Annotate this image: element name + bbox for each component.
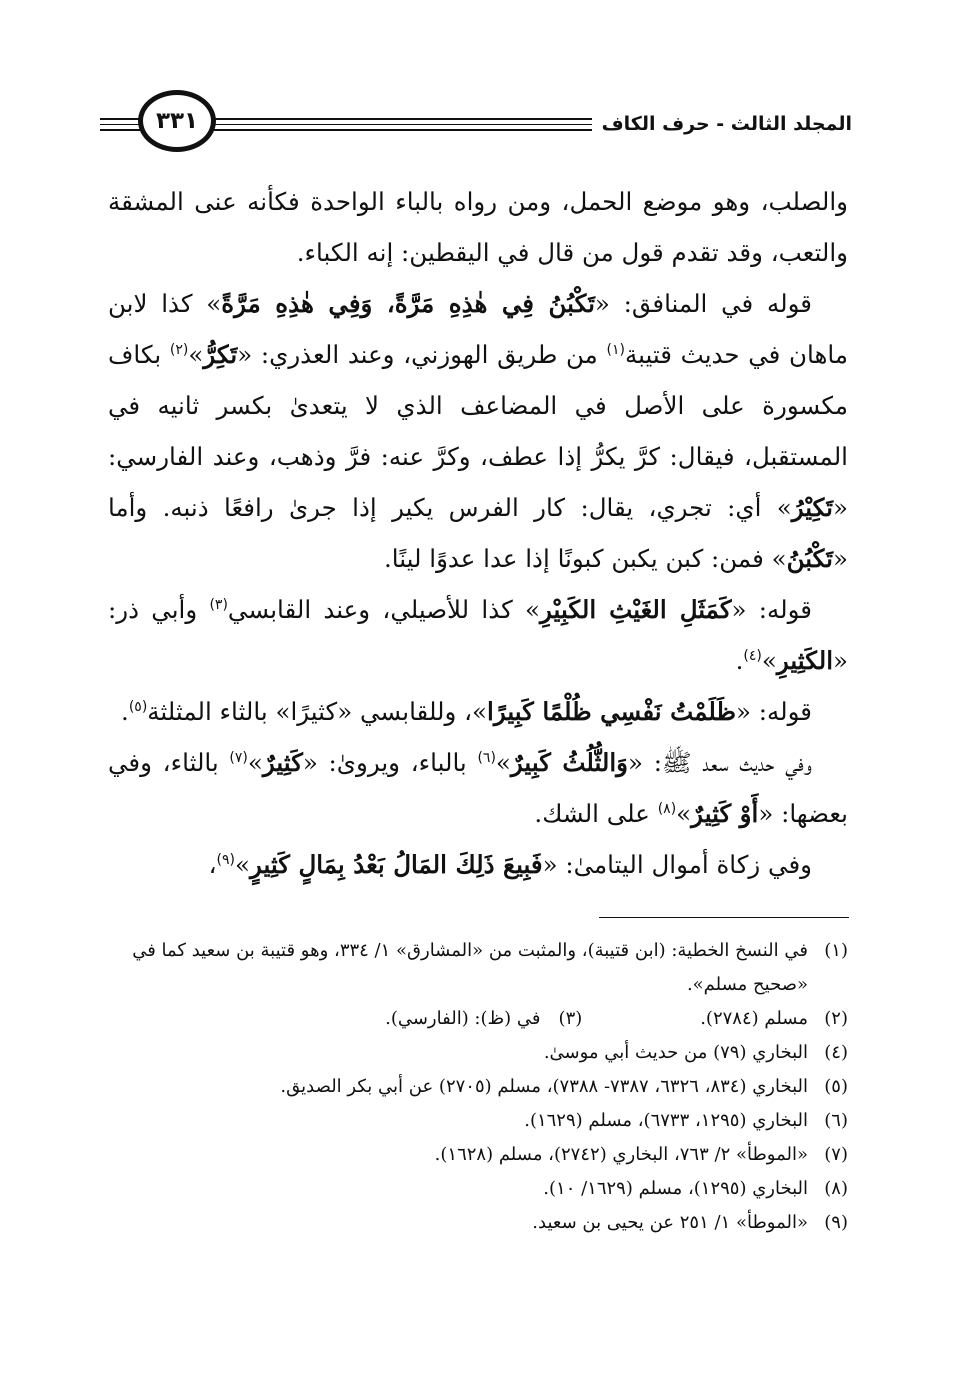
footnote [108,1002,848,1036]
text-run: ، [208,850,217,879]
footnote [108,934,848,1002]
footnote-text: البخاري (١٢٩٥)، مسلم (١٦٢٩/ ١٠). [543,1178,808,1199]
text-run: » [676,799,692,828]
footnote-number: (٢) [824,1008,848,1029]
text-run: » [234,850,250,879]
page-number-badge [138,90,216,152]
footnote-number: (٥) [824,1076,848,1097]
hadith-quote: تَكِيْرُ [791,493,833,522]
text-run: » [761,646,777,675]
footnote-ref[interactable]: (٩) [216,851,235,868]
footnote-ref[interactable]: (٣) [209,596,228,613]
paragraph [108,176,848,278]
footnote-ref[interactable]: (٢) [169,341,189,358]
running-header [100,88,852,168]
text-run: » [495,748,511,777]
main-text [108,176,848,890]
footnote [108,1138,848,1172]
footnote-ref[interactable]: (٧) [229,749,248,766]
paragraph [108,839,848,890]
text-run: وفي زكاة أموال اليتامىٰ: « [542,850,812,879]
paragraph [108,584,848,686]
hadith-quote: الكَثِيرِ [776,646,833,675]
text-run: بالثاء، وفي بعضها: « [108,748,848,828]
text-run: »، وللقابسي «كثيرًا» بالثاء المثلثة [147,697,488,726]
hadith-quote: تَكِرُّ [203,340,238,369]
footnote-number: (٣) [558,1008,583,1029]
footnote-text: «الموطأ» ١/ ٢٥١ عن يحيى بن سعيد. [532,1212,808,1233]
footnote-text: البخاري (١٢٩٥، ٦٧٣٣)، مسلم (١٦٢٩). [524,1110,808,1131]
footnote-text: البخاري (٨٣٤، ٦٣٢٦، ٧٣٨٧- ٧٣٨٨)، مسلم (٢٧٠٥) عن أبي بكر الصديق. [280,1076,808,1097]
page-number: ٣٣١ [155,108,199,134]
text-run: » فمن: كبن يكبن كبونًا إذا عدا عدوًا لينًا. [383,544,787,573]
footnote-number: (٦) [824,1110,848,1131]
footnote-text: في النسخ الخطية: (ابن قتيبة)، والمثبت من «المشارق» ١/ ٣٣٤، وهو قتيبة بن سعيد كما في «صحيح مسلم». [132,940,808,995]
hadith-quote: كَثِيرٌ [262,748,303,777]
text-run: وأبي ذر: « [108,595,848,675]
text-run: بالباء، ويروىٰ: « [302,748,478,777]
footnote-ref[interactable]: (٨) [657,800,677,817]
text-run: » كذا للأصيلي، وعند القابسي [227,595,541,624]
hadith-quote: تَكْبُنُ [786,544,833,573]
footnote-number: (٨) [824,1178,848,1199]
hadith-quote: فَبِيعَ ذَلِكَ المَالُ بَعْدُ بِمَالٍ كَثِيرٍ [249,850,543,879]
hadith-quote: ظَلَمْتُ نَفْسِي ظُلْمًا كَبِيرًا [487,697,736,726]
footnote [108,1036,848,1070]
footnote-number: (٧) [824,1144,848,1165]
footnote-text: مسلم (٢٧٨٤). [700,1008,808,1029]
footnotes [108,934,848,1240]
hadith-quote: وَالثُّلُثُ كَبِيرٌ [510,748,628,777]
header-title: المجلد الثالث - حرف الكاف [592,106,852,142]
text-run: » كذا لابن ماهان في حديث قتيبة [108,289,848,369]
text-run: قوله: « [735,697,812,726]
footnote-ref[interactable]: (٤) [743,647,762,664]
text-run: » [247,748,263,777]
paragraph [108,278,848,584]
footnote-ref[interactable]: (٦) [477,749,496,766]
text-run: وفي حديث سعد ﷺ: « [628,748,813,777]
footnote-ref[interactable]: (٥) [128,698,148,715]
footnote-ref[interactable]: (١) [606,341,625,358]
footnote-number: (٩) [824,1212,848,1233]
hadith-quote: كَمَثَلِ الغَيْثِ الكَبِيْرِ [540,595,732,624]
footnote [108,1172,848,1206]
text-run: » أي: تجري، يقال: كار الفرس يكير إذا جرىٰ رافعًا ذنبه. وأما « [108,493,848,573]
footnote-number: (١) [824,940,848,961]
text-run: والصلب، وهو موضع الحمل، ومن رواه بالباء الواحدة فكأنه عنى المشقة والتعب، وقد تقدم قول من قال في اليقطين: إنه الكباء. [108,187,848,267]
footnote-number: (٤) [824,1042,848,1063]
footnote-text-group [108,1002,808,1036]
paragraph [108,686,848,737]
text-run: بكاف مكسورة على الأصل في المضاعف الذي لا يتعدىٰ بكسر ثانيه في المستقبل، فيقال: كرَّ يكرُّ إذا عطف، وكرَّ عنه: فرَّ وذهب، وعند الفارسي: « [108,340,848,522]
footnote [108,1104,848,1138]
text-run: » [188,340,204,369]
text-run: . [735,646,744,675]
hadith-quote: أَوْ كَثِيرٌ [691,799,759,828]
footnote-text: في (ظ): (الفارسي). [385,1008,541,1029]
text-run: قوله في المنافق: « [594,289,812,318]
footnote [108,1206,848,1240]
paragraph [108,737,848,839]
text-run: من طريق الهوزني، وعند العذري: « [237,340,607,369]
footnote-separator [599,917,849,918]
text-run: . [121,697,129,726]
hadith-quote: تَكْبُنُ فِي هٰذِهِ مَرَّةً، وَفِي هٰذِهِ مَرَّةً [221,289,595,318]
footnote [108,1070,848,1104]
text-run: على الشك. [534,799,658,828]
footnote-text: «الموطأ» ٢/ ٧٦٣، البخاري (٢٧٤٢)، مسلم (١٦٢٨). [434,1144,808,1165]
text-run: قوله: « [731,595,813,624]
footnote-text: البخاري (٧٩) من حديث أبي موسىٰ. [543,1042,808,1063]
